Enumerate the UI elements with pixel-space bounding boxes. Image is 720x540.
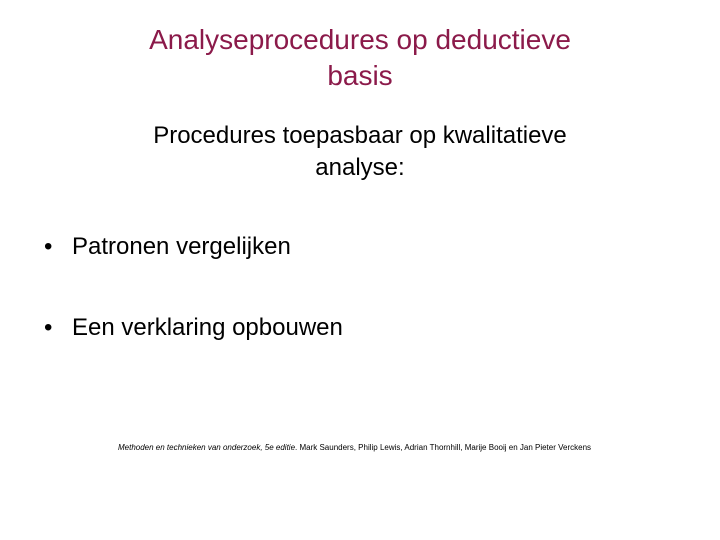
bullet-label: Een verklaring opbouwen: [72, 314, 343, 341]
bullet-icon: •: [44, 233, 53, 260]
subtitle-line-2: analyse:: [315, 154, 405, 181]
title-line-2: basis: [327, 60, 393, 91]
bullet-label: Patronen vergelijken: [72, 233, 291, 260]
bullet-item-patronen: [44, 232, 291, 262]
bullet-icon: •: [44, 314, 53, 341]
title-line-1: Analyseprocedures op deductieve: [149, 24, 571, 55]
footer-book-title: Methoden en technieken van onderzoek, 5e editie: [118, 443, 296, 452]
slide-title: [60, 22, 660, 94]
footer-citation: [118, 443, 638, 453]
bullet-item-verklaring: [44, 313, 343, 343]
footer-authors: . Mark Saunders, Philip Lewis, Adrian Thornhill, Marije Booij en Jan Pieter Verckens: [295, 443, 592, 452]
slide-subtitle: [40, 120, 680, 184]
subtitle-line-1: Procedures toepasbaar op kwalitatieve: [153, 122, 567, 149]
